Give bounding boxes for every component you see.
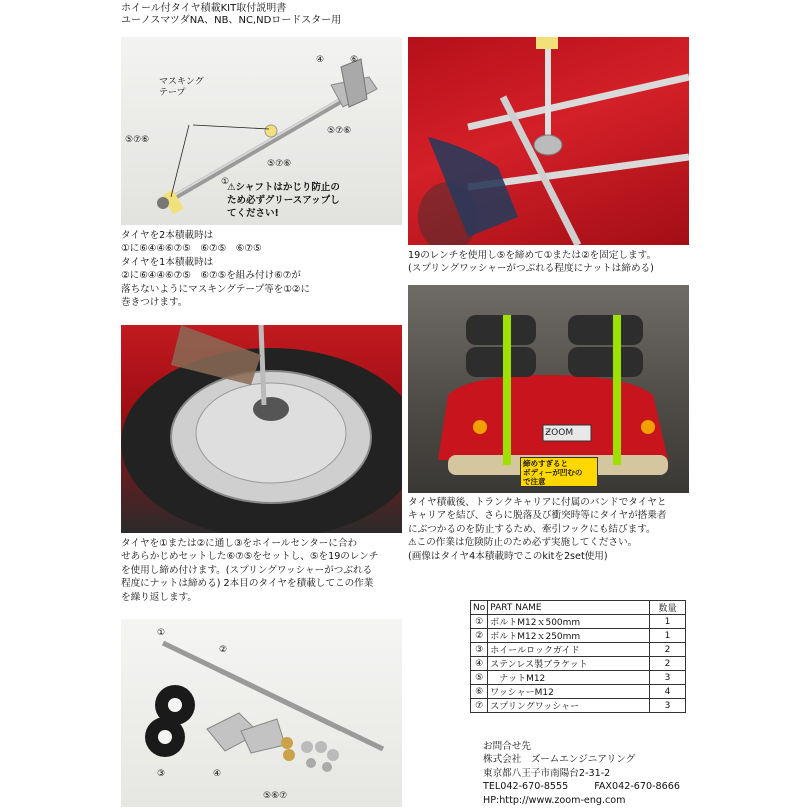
row-qty: 1 [650,615,686,629]
row-qty: 2 [650,657,686,671]
instruction-4-line-1: タイヤを①または②に通し③をホイールセンターに合わ [121,538,358,549]
row-qty: 1 [650,629,686,643]
grease-warning-line-1: ⚠シャフトはかじり防止の [227,182,340,193]
tire-illustration [121,325,402,533]
table-row [471,699,686,713]
instruction-1-line-4: ②に⑥④④⑥⑦⑤ ⑥⑦⑤を組み付け⑥⑦が [121,270,301,282]
row-name: ボルトM12ｘ250mm [488,629,650,643]
contact-block [483,740,680,807]
label-576-left: ⑤⑦⑥ [125,135,150,145]
parts-table-header [471,601,686,615]
grease-warning [227,181,340,220]
parts-label-3: ③ [157,769,166,779]
contact-address: 東京都八王子市南陽台2-31-2 [483,767,611,779]
grease-warning-line-3: てください! [227,208,279,219]
row-no: ③ [471,643,488,657]
row-no: ⑥ [471,685,488,699]
table-row [471,615,686,629]
parts-label-2: ② [219,645,228,655]
parts-label-1: ① [157,628,166,638]
row-qty: 2 [650,643,686,657]
header-qty: 数量 [650,601,686,615]
instruction-1-line-6: 巻きつけます。 [121,297,188,309]
instruction-4-line-4: 程度にナットは締める) 2本目のタイヤを積載してこの作業 [121,578,374,590]
doc-subtitle: ユーノスマツダNA、NB、NC,NDロードスター用 [121,15,342,26]
row-name: ボルトM12ｘ500mm [488,615,650,629]
photo-shaft-assembly [121,37,402,225]
row-qty: 3 [650,699,686,713]
license-plate: ƵOOM [545,428,574,438]
contact-tel: TEL042-670-8555 [483,781,569,793]
instruction-2-line-1: 19のレンチを使用し⑤を締めて①または②を固定します。 [408,250,657,261]
row-no: ④ [471,657,488,671]
parts-label-4: ④ [213,769,222,779]
row-no: ⑤ [471,671,488,685]
label-6: ⑥ [350,55,359,65]
instruction-4-line-2: せあらかじめセットした⑥⑦⑤をセットし、⑤を19のレンチ [121,551,379,563]
instruction-1-line-2: ①に⑥④④⑥⑦⑤ ⑥⑦⑤ ⑥⑦⑤ [121,243,262,255]
contact-phone-line [483,780,680,793]
row-no: ⑦ [471,699,488,713]
instruction-1-line-5: 落ちないようにマスキングテープ等を①②に [121,283,311,295]
instruction-block-4 [121,537,378,604]
row-name: ホイールロックガイド [488,643,650,657]
row-qty: 4 [650,685,686,699]
label-masking-tape: マスキング テープ [159,77,204,98]
instruction-block-3 [408,496,666,563]
contact-title: お問合せ先 [483,741,531,752]
row-no: ① [471,615,488,629]
photo-tire-mounting [121,325,402,533]
instruction-3-line-5: (画像はタイヤ4本積載時でこのkitを2set使用) [408,550,608,562]
warning-badge [520,457,598,487]
warning-badge-line-3: で注意 [523,477,546,486]
photo-car-loaded [408,285,689,493]
instruction-1-line-1: タイヤを2本積載時は [121,230,214,241]
instruction-2-line-2: (スプリングワッシャーがつぶれる程度にナットは締める) [408,263,654,275]
instruction-3-line-3: にぶつかるのを防止するため、牽引フックにも結びます。 [408,523,656,535]
instruction-3-line-4: ⚠この作業は危険防止のため必ず実施してください。 [408,537,638,549]
row-name: ナットM12 [488,671,650,685]
label-4: ④ [316,55,325,65]
contact-hp[interactable]: HP:http://www.zoom-eng.com [483,794,626,806]
parts-table [470,600,686,713]
instruction-4-line-5: を繰り返します。 [121,591,197,603]
parts-label-567: ⑤⑥⑦ [263,791,288,801]
instruction-1-line-3: タイヤを1本積載時は [121,256,214,268]
row-name: ワッシャーM12 [488,685,650,699]
warning-badge-line-1: 締めすぎると [523,459,568,468]
table-row [471,657,686,671]
grease-warning-line-2: ため必ずグリースアップし [227,195,340,206]
table-row [471,685,686,699]
instruction-3-line-2: キャリアを結び、さらに脱落及び衝突時等にタイヤが搭乗者 [408,510,667,522]
label-1: ① [221,177,230,187]
table-row [471,629,686,643]
row-no: ② [471,629,488,643]
row-name: ステンレス製ブラケット [488,657,650,671]
header-part-name: PART NAME [488,601,650,615]
warning-badge-line-2: ボディーが凹むの [523,468,583,477]
instruction-4-line-3: を使用し締め付けます。(スプリングワッシャーがつぶれる [121,564,373,576]
instruction-block-1 [121,229,310,309]
doc-title: ホイール付タイヤ積載KIT取付説明書 [121,3,287,14]
instruction-block-2 [408,249,656,276]
label-576-right: ⑤⑦⑥ [327,126,352,136]
row-name: スプリングワッシャー [488,699,650,713]
photo-wrench-carrier [408,37,689,245]
table-row [471,643,686,657]
contact-company: 株式会社 ズームエンジニアリング [483,754,636,766]
label-576-mid: ⑤⑦⑥ [267,159,292,169]
table-row [471,671,686,685]
contact-fax: FAX042-670-8666 [594,781,680,793]
carrier-illustration [408,37,689,245]
photo-parts-kit [121,619,402,807]
header-no: No [471,601,488,615]
instruction-3-line-1: タイヤ積載後、トランクキャリアに付属のバンドでタイヤと [408,497,667,508]
row-qty: 3 [650,671,686,685]
